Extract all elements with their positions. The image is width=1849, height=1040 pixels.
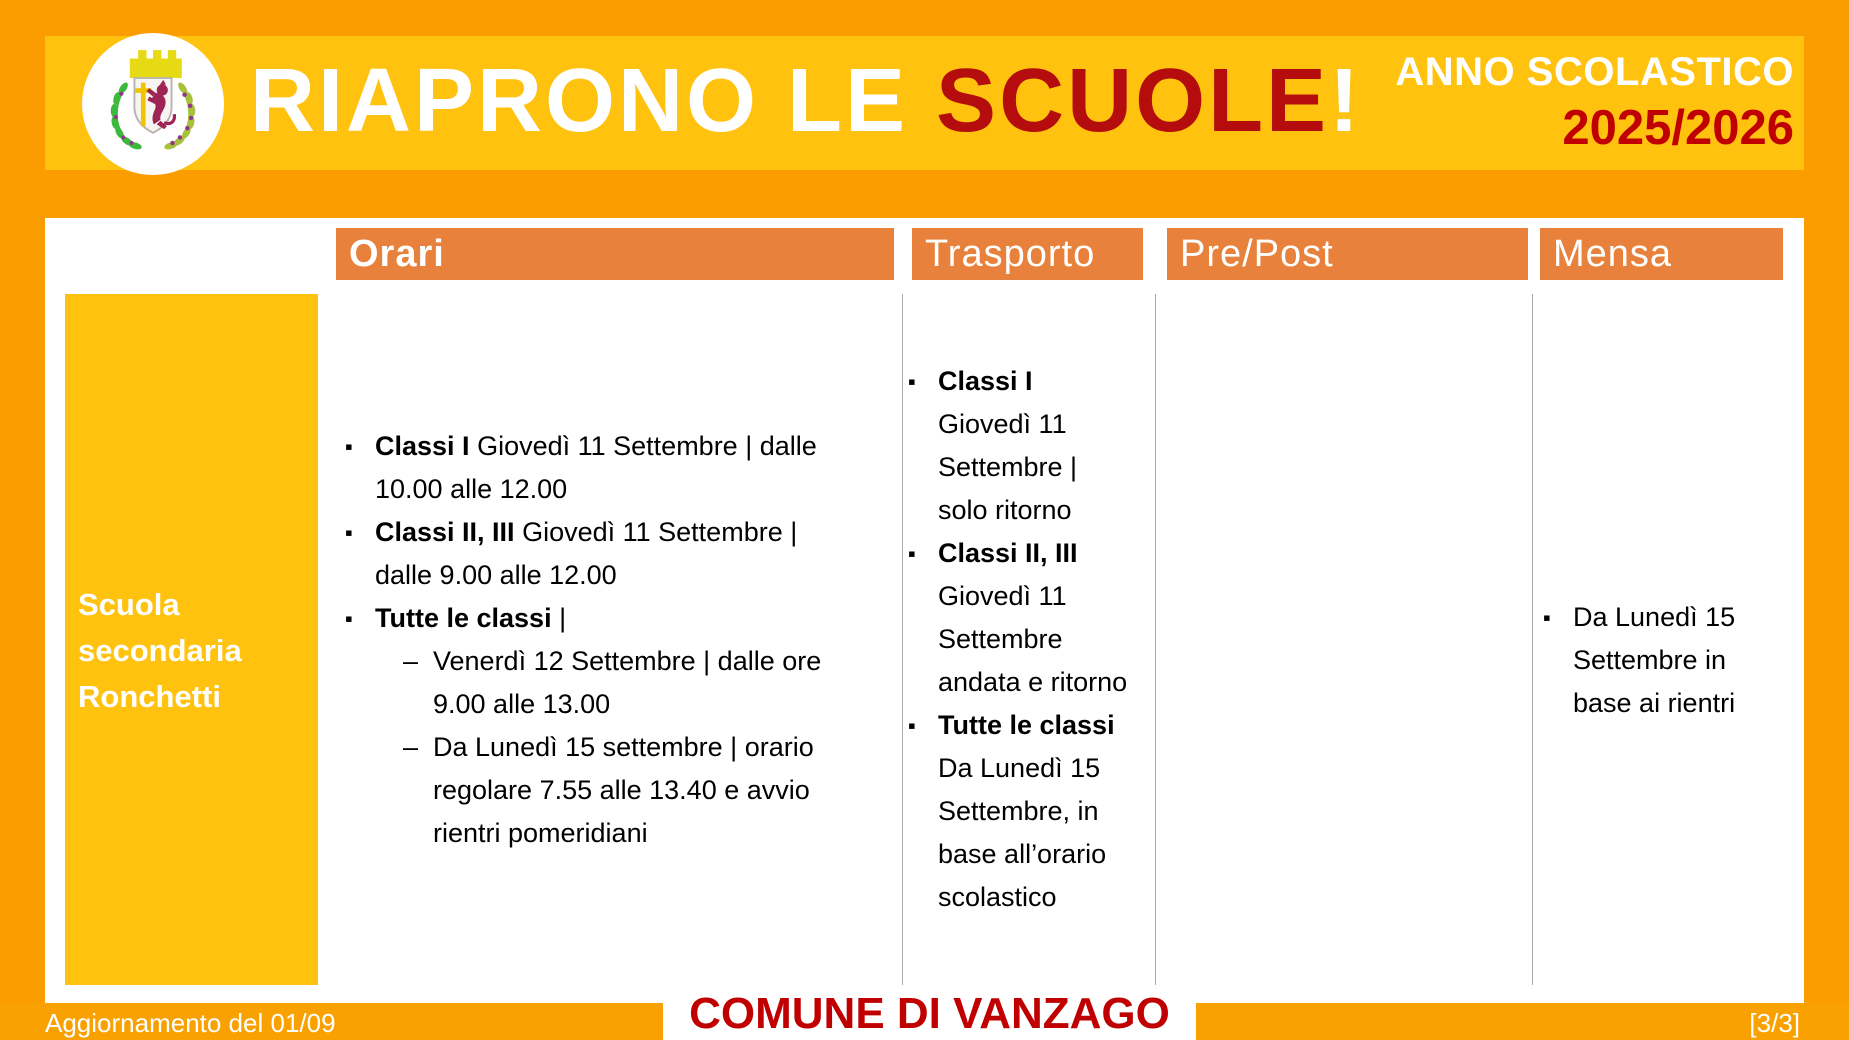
footer-page-indicator: [3/3]: [1749, 1008, 1800, 1038]
row-header-school: [65, 294, 318, 985]
municipality-logo: [82, 33, 224, 175]
bullet-icon: ▪: [908, 713, 916, 738]
school-year-block: [1395, 50, 1794, 154]
trasporto-list: [908, 360, 1130, 919]
list-item-text: Da Lunedì 15 settembre | orario regolare 7.55 alle 13.40 e avvio rientri pomeridiani: [433, 731, 814, 848]
bullet-icon: ▪: [345, 519, 353, 545]
school-year-value: 2025/2026: [1562, 101, 1794, 155]
mensa-list: [1543, 596, 1773, 725]
cell-trasporto: [908, 294, 1130, 985]
column-header-mensa: Mensa: [1540, 228, 1783, 280]
page-title: [250, 51, 1363, 151]
list-item-text: Classi I Giovedì 11 Settembre | solo ritorno: [938, 366, 1078, 525]
footer-update-note: Aggiornamento del 01/09: [45, 1008, 336, 1038]
column-divider: [902, 294, 903, 985]
list-item: [908, 532, 1130, 704]
cell-orari: [345, 294, 850, 985]
school-year-label: ANNO SCOLASTICO: [1395, 50, 1794, 94]
cell-mensa: [1543, 294, 1773, 985]
list-item-text: Classi I Giovedì 11 Settembre | dalle 10.00 alle 12.00: [375, 430, 817, 504]
column-divider: [1532, 294, 1533, 985]
title-exclaim: !: [1329, 51, 1363, 151]
bullet-icon: ▪: [345, 605, 353, 631]
column-header-pre-post: Pre/Post: [1167, 228, 1528, 280]
list-item: [345, 640, 850, 726]
coat-of-arms-icon: [88, 39, 218, 169]
bullet-icon: ▪: [908, 541, 916, 566]
footer-municipality: COMUNE DI VANZAGO: [689, 989, 1170, 1038]
bullet-icon: ▪: [345, 433, 353, 459]
list-item: [345, 597, 850, 640]
school-name: Scuola secondaria Ronchetti: [78, 586, 242, 714]
list-item: [908, 360, 1130, 532]
cell-pre-post: [1156, 294, 1532, 985]
list-item-text: Tutte le classi |: [375, 602, 567, 633]
title-accent: SCUOLE: [936, 51, 1330, 151]
bullet-icon: –: [403, 645, 419, 676]
list-item-text: Da Lunedì 15 Settembre in base ai rientri: [1573, 602, 1736, 718]
orari-list: [345, 425, 850, 855]
list-item: [345, 425, 850, 511]
list-item: [345, 726, 850, 855]
list-item-text: Tutte le classi Da Lunedì 15 Settembre, in base all’orario scolastico: [938, 710, 1115, 912]
list-item: [1543, 596, 1773, 725]
table-row: [45, 294, 1804, 985]
bullet-icon: ▪: [908, 369, 916, 394]
column-header-trasporto: Trasporto: [912, 228, 1143, 280]
title-main: RIAPRONO LE: [250, 51, 937, 151]
list-item: [908, 704, 1130, 919]
column-header-orari: Orari: [336, 228, 894, 280]
list-item-text: Venerdì 12 Settembre | dalle ore 9.00 alle 13.00: [433, 645, 822, 719]
bullet-icon: –: [403, 731, 419, 762]
list-item-text: Classi II, III Giovedì 11 Settembre | dalle 9.00 alle 12.00: [375, 516, 798, 590]
list-item: [345, 511, 850, 597]
bullet-icon: ▪: [1543, 605, 1551, 630]
list-item-text: Classi II, III Giovedì 11 Settembre andata e ritorno: [938, 538, 1128, 697]
